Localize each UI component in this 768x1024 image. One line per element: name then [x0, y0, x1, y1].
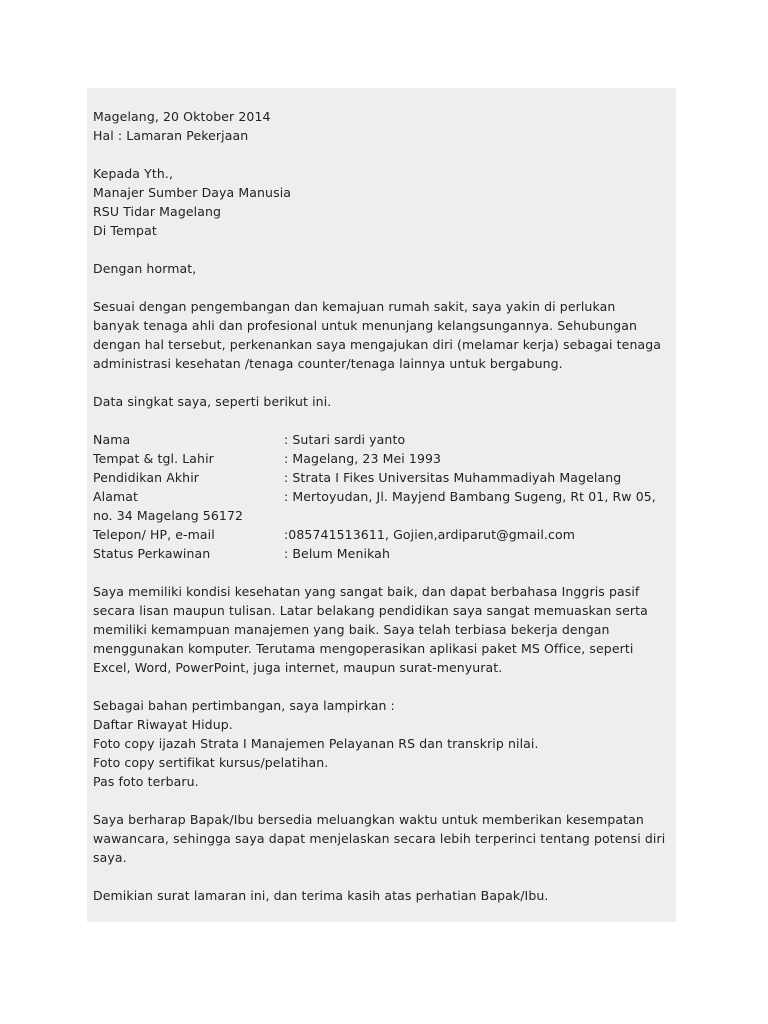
paragraph-line: Excel, Word, PowerPoint, juga internet, maupun surat-menyurat.: [93, 660, 503, 675]
attachment-item: Foto copy ijazah Strata I Manajemen Pelayanan RS dan transkrip nilai.: [93, 736, 539, 751]
attachment-item: Foto copy sertifikat kursus/pelatihan.: [93, 755, 329, 770]
data-intro: Data singkat saya, seperti berikut ini.: [93, 394, 332, 409]
data-label: Pendidikan Akhir: [93, 470, 200, 485]
hope-paragraph: [93, 810, 673, 867]
data-value: : Sutari sardi yanto: [284, 432, 406, 447]
paragraph-line: memiliki kemampuan manajemen yang baik. Saya telah terbiasa bekerja dengan: [93, 622, 610, 637]
paragraph-line: menggunakan komputer. Terutama mengoperasikan aplikasi paket MS Office, seperti: [93, 641, 634, 656]
paragraph-line: Saya berharap Bapak/Ibu bersedia meluangkan waktu untuk memberikan kesempatan: [93, 812, 644, 827]
personal-data-table: [93, 430, 673, 563]
letter-page: [87, 88, 676, 922]
data-row-nama: [93, 430, 673, 449]
data-value: : Strata I Fikes Universitas Muhammadiyah Magelang: [284, 470, 622, 485]
data-label: Alamat: [93, 489, 139, 504]
recipient-line: RSU Tidar Magelang: [93, 204, 222, 219]
data-row-telepon: [93, 525, 673, 544]
place-date: Magelang, 20 Oktober 2014: [93, 109, 271, 124]
recipient-line: Kepada Yth.,: [93, 166, 174, 181]
letter-body: [93, 107, 673, 905]
data-value: : Belum Menikah: [284, 546, 390, 561]
qualifications-paragraph: [93, 582, 673, 677]
data-row-pendidikan: [93, 468, 673, 487]
data-row-status: [93, 544, 673, 563]
recipient-line: Manajer Sumber Daya Manusia: [93, 185, 292, 200]
paragraph-line: administrasi kesehatan /tenaga counter/tenaga lainnya untuk bergabung.: [93, 356, 563, 371]
attachments-intro: Sebagai bahan pertimbangan, saya lampirkan :: [93, 698, 395, 713]
attachments-list: [93, 715, 673, 791]
attachment-item: Pas foto terbaru.: [93, 774, 199, 789]
recipient-block: [93, 164, 673, 240]
data-label: Nama: [93, 432, 131, 447]
closing-line: Demikian surat lamaran ini, dan terima kasih atas perhatian Bapak/Ibu.: [93, 888, 549, 903]
salutation: Dengan hormat,: [93, 261, 197, 276]
data-value: :085741513611, Gojien,ardiparut@gmail.com: [284, 527, 575, 542]
paragraph-line: secara lisan maupun tulisan. Latar belakang pendidikan saya sangat memuaskan serta: [93, 603, 648, 618]
paragraph-line: dengan hal tersebut, perkenankan saya mengajukan diri (melamar kerja) sebagai tenaga: [93, 337, 662, 352]
paragraph-line: banyak tenaga ahli dan profesional untuk menunjang kelangsungannya. Sehubungan: [93, 318, 638, 333]
attachment-item: Daftar Riwayat Hidup.: [93, 717, 233, 732]
paragraph-line: wawancara, sehingga saya dapat menjelaskan secara lebih terperinci tentang potensi diri: [93, 831, 666, 846]
address-continuation: no. 34 Magelang 56172: [93, 508, 244, 523]
data-label: Tempat & tgl. Lahir: [93, 451, 214, 466]
data-value: : Magelang, 23 Mei 1993: [284, 451, 442, 466]
data-row-ttl: [93, 449, 673, 468]
data-label: Telepon/ HP, e-mail: [93, 527, 215, 542]
subject-line: Hal : Lamaran Pekerjaan: [93, 128, 249, 143]
data-row-alamat: [93, 487, 673, 506]
recipient-line: Di Tempat: [93, 223, 157, 238]
data-value: : Mertoyudan, Jl. Mayjend Bambang Sugeng, Rt 01, Rw 05,: [284, 489, 656, 504]
data-label: Status Perkawinan: [93, 546, 211, 561]
paragraph-line: saya.: [93, 850, 127, 865]
paragraph-line: Saya memiliki kondisi kesehatan yang sangat baik, dan dapat berbahasa Inggris pasif: [93, 584, 640, 599]
intro-paragraph: [93, 297, 673, 373]
paragraph-line: Sesuai dengan pengembangan dan kemajuan rumah sakit, saya yakin di perlukan: [93, 299, 616, 314]
